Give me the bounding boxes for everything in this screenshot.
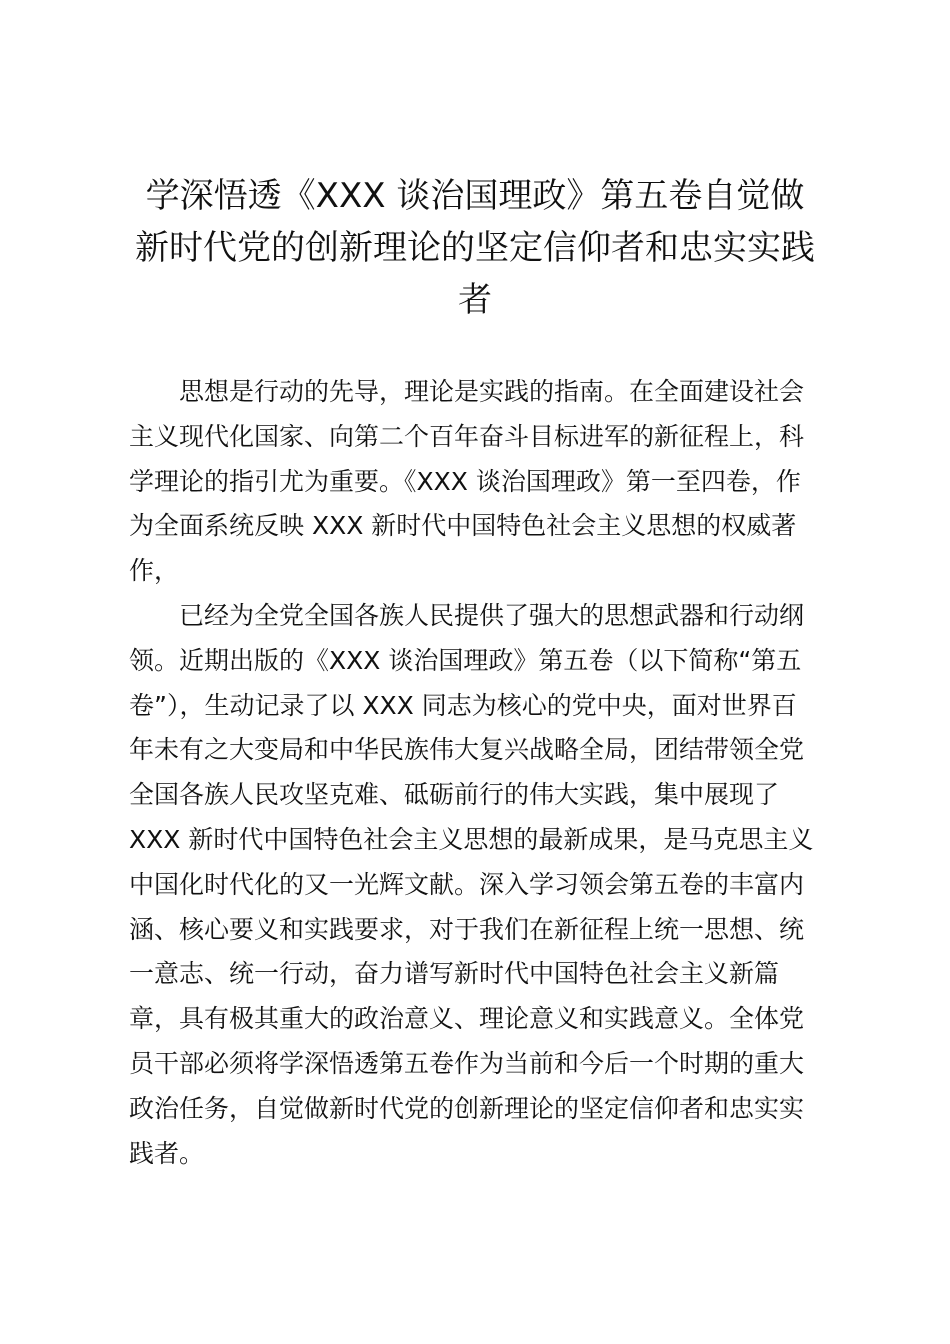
text-line: 领。近期出版的《XXX 谈治国理政》第五卷（以下简称“第五: [129, 645, 802, 675]
text-line: 主义现代化国家、向第二个百年奋斗目标进军的新征程上，科: [129, 421, 805, 451]
text-line: 年未有之大变局和中华民族伟大复兴战略全局，团结带领全党: [129, 735, 805, 765]
text-line: 员干部必须将学深悟透第五卷作为当前和今后一个时期的重大: [129, 1048, 805, 1078]
paragraph-2: [129, 594, 829, 1176]
title-line: 者: [458, 280, 492, 320]
text-line: XXX 新时代中国特色社会主义思想的最新成果，是马克思主义: [129, 824, 814, 854]
text-line: 卷”），生动记录了以 XXX 同志为核心的党中央，面对世界百: [129, 690, 797, 720]
text-line: 思想是行动的先导，理论是实践的指南。在全面建设社会: [179, 377, 805, 406]
text-line: 作，: [129, 556, 180, 586]
text-line: 一意志、统一行动，奋力谱写新时代中国特色社会主义新篇: [129, 959, 780, 989]
text-line: 章，具有极其重大的政治意义、理论意义和实践意义。全体党: [129, 1004, 805, 1034]
text-line: 践者。: [129, 1138, 205, 1168]
title-line: 学深悟透《XXX 谈治国理政》第五卷自觉做: [145, 176, 805, 216]
paragraph-1: [129, 370, 829, 594]
text-line: 中国化时代化的又一光辉文献。深入学习领会第五卷的丰富内: [129, 869, 805, 899]
text-line: 涵、核心要义和实践要求，对于我们在新征程上统一思想、统: [129, 914, 805, 944]
text-line: 学理论的指引尤为重要。《XXX 谈治国理政》第一至四卷，作: [129, 466, 801, 496]
title-line: 新时代党的创新理论的坚定信仰者和忠实实践: [135, 228, 815, 268]
text-line: 已经为全党全国各族人民提供了强大的思想武器和行动纲: [179, 600, 805, 630]
document-body: [129, 370, 829, 1176]
document-title: [110, 170, 840, 326]
text-line: 政治任务，自觉做新时代党的创新理论的坚定信仰者和忠实实: [129, 1093, 805, 1123]
text-line: 全国各族人民攻坚克难、砥砺前行的伟大实践，集中展现了: [129, 780, 780, 810]
text-line: 为全面系统反映 XXX 新时代中国特色社会主义思想的权威著: [129, 511, 797, 541]
